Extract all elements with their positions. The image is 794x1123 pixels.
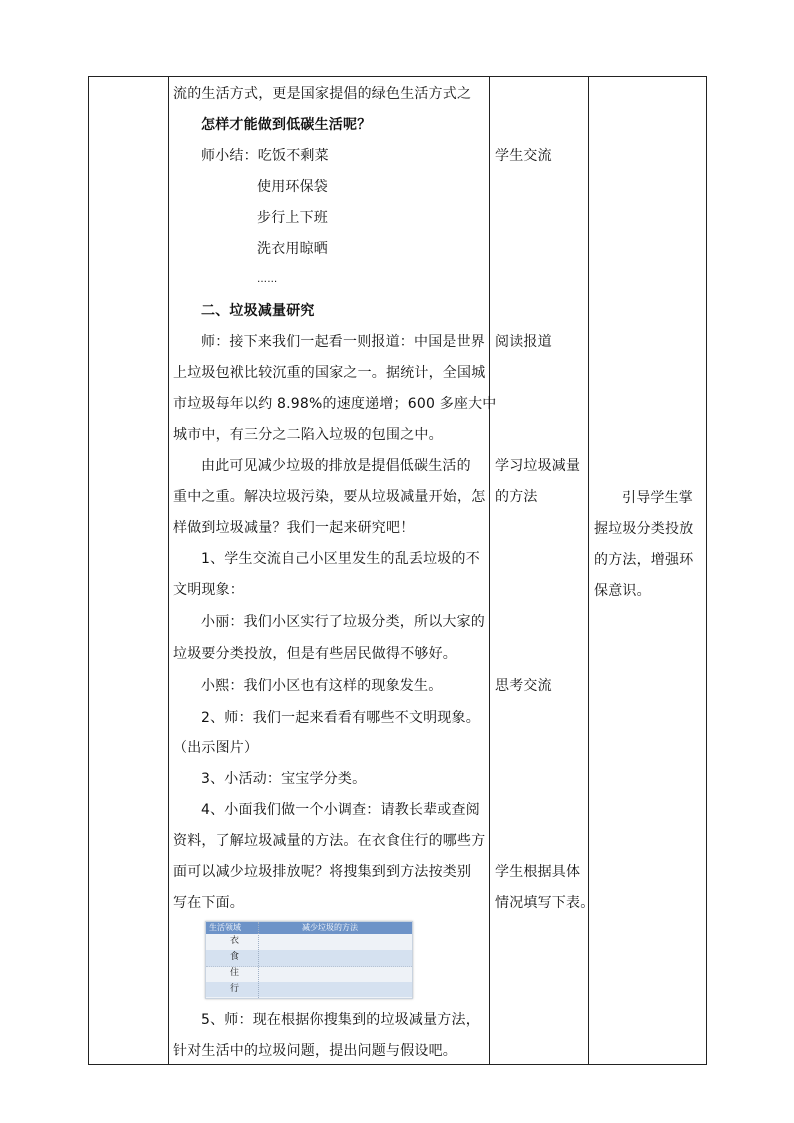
survey-table-row	[206, 934, 412, 951]
content-line: 城市中，有三分之二陷入垃圾的包围之中。	[173, 427, 443, 443]
content-line: 上垃圾包袱比较沉重的国家之一。据统计，全国城	[173, 365, 486, 381]
content-line: 重中之重。解决垃圾污染，要从垃圾减量开始，怎	[173, 489, 486, 505]
content-line: 文明现象：	[173, 582, 244, 598]
content-line: 师小结：吃饭不剩菜	[201, 148, 329, 164]
table-column-border	[706, 76, 707, 1065]
table-column-border	[88, 76, 89, 1065]
content-line: 垃圾要分类投放，但是有些居民做得不够好。	[173, 646, 457, 662]
content-line: 小丽：我们小区实行了垃圾分类，所以大家的	[201, 614, 485, 630]
content-line: 针对生活中的垃圾问题，提出问题与假设吧。	[173, 1043, 457, 1059]
list-item: 洗衣用晾晒	[257, 241, 328, 257]
table-column-border	[588, 76, 589, 1065]
list-item: 步行上下班	[257, 210, 328, 226]
content-line: 流的生活方式，更是国家提倡的绿色生活方式之	[173, 86, 472, 102]
table-column-border	[168, 76, 169, 1065]
design-intent: 握垃圾分类投放	[594, 521, 694, 537]
survey-table-header-domain: 生活领域	[209, 923, 241, 932]
content-line: 2、师：我们一起来看看有哪些不文明现象。	[201, 710, 480, 726]
survey-table-cell: 住	[230, 968, 240, 978]
section-heading: 二、垃圾减量研究	[201, 303, 315, 319]
design-intent: 引导学生掌	[622, 490, 693, 506]
content-line: 4、小面我们做一个小调查：请教长辈或查阅	[201, 802, 480, 818]
survey-table-cell: 衣	[230, 936, 240, 946]
student-activity: 的方法	[495, 489, 538, 505]
survey-table-row	[206, 966, 412, 983]
question-heading: 怎样才能做到低碳生活呢？	[201, 117, 372, 133]
design-intent: 的方法，增强环	[594, 552, 694, 568]
survey-table-header-methods: 减少垃圾的方法	[302, 923, 358, 932]
list-ellipsis: ……	[257, 274, 278, 285]
content-line: 5、师：现在根据你搜集到的垃圾减量方法，	[201, 1012, 480, 1028]
survey-table-header	[206, 922, 412, 934]
student-activity: 学生根据具体	[495, 864, 581, 880]
table-bottom-border	[88, 1064, 706, 1065]
content-line: 样做到垃圾减量？我们一起来研究吧！	[173, 520, 415, 536]
survey-table-image	[205, 921, 413, 999]
student-activity: 学习垃圾减量	[495, 458, 581, 474]
design-intent: 保意识。	[594, 583, 651, 599]
content-line: 由此可见减少垃圾的排放是提倡低碳生活的	[201, 458, 471, 474]
content-line: 资料，了解垃圾减量的方法。在衣食住行的哪些方	[173, 833, 486, 849]
survey-table-divider	[258, 922, 259, 998]
student-activity: 阅读报道	[495, 334, 552, 350]
student-activity: 学生交流	[495, 148, 552, 164]
student-activity: 情况填写下表。	[495, 895, 595, 911]
student-activity: 思考交流	[495, 678, 552, 694]
list-item: 使用环保袋	[257, 179, 328, 195]
content-line: 写在下面。	[173, 895, 244, 911]
survey-table-cell: 行	[230, 984, 240, 994]
table-top-border	[88, 76, 706, 77]
content-line: 小熙：我们小区也有这样的现象发生。	[201, 678, 443, 694]
content-line: 市垃圾每年以约 8.98%的速度递增；600 多座大中	[173, 396, 497, 412]
content-line: 3、小活动：宝宝学分类。	[201, 771, 367, 787]
survey-table-cell: 食	[230, 952, 240, 962]
content-line: 面可以减少垃圾排放呢？将搜集到到方法按类别	[173, 864, 472, 880]
content-line: 1、学生交流自己小区里发生的乱丢垃圾的不	[201, 551, 480, 567]
survey-table-row	[206, 982, 412, 997]
content-line: （出示图片）	[173, 740, 259, 756]
survey-table-row	[206, 950, 412, 967]
table-column-border	[489, 76, 490, 1065]
content-line: 师：接下来我们一起看一则报道：中国是世界	[201, 334, 485, 350]
